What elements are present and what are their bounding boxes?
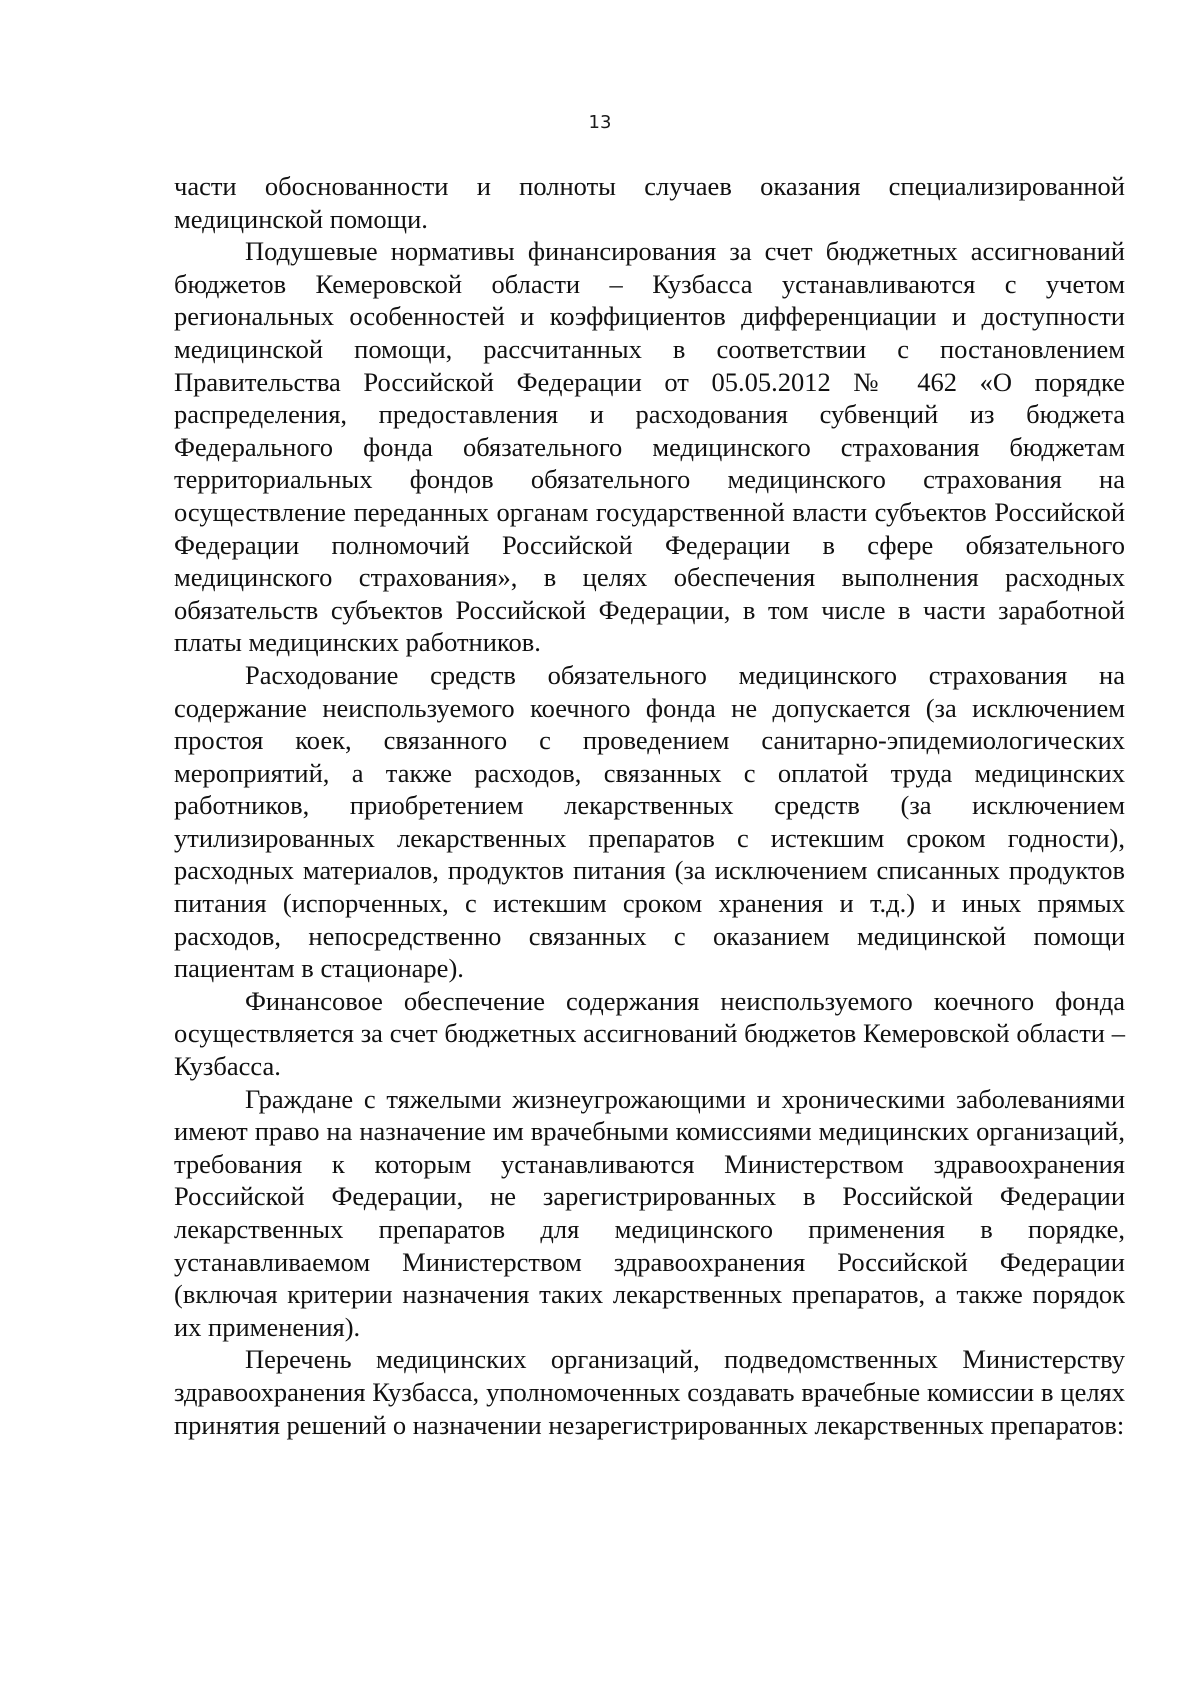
page-number: 13 <box>588 112 612 133</box>
paragraph-unregistered-drugs-right: Граждане с тяжелыми жизнеугрожающими и хроническими заболеваниями имеют право на назначение им врачебными комиссиями медицинских организаций, требования к которым устанавливаются Министерством здравоохранения Российской Федерации, не зарегистрированных в Российской Федерации лекарственных препаратов для медицинского применения в порядке, устанавливаемом Министерством здравоохранения Российской Федерации (включая критерии назначения таких лекарственных препаратов, а также порядок их применения). <box>174 1083 1125 1342</box>
paragraph-organizations-list-intro: Перечень медицинских организаций, подведомственных Министерству здравоохранения Кузбасса, уполномоченных создавать врачебные комиссии в целях принятия решений о назначении незарегистрированных лекарственных препаратов: <box>174 1344 1125 1440</box>
paragraph-per-capita-standards: Подушевые нормативы финансирования за счет бюджетных ассигнований бюджетов Кемеровской области – Кузбасса устанавливаются с учетом региональных особенностей и коэффициентов дифференциации и доступности медицинской помощи, рассчитанных в соответствии с постановлением Правительства Российской Федерации от 05.05.2012 № 462 «О порядке распределения, предоставления и расходования субвенций из бюджета Федерального фонда обязательного медицинского страхования бюджетам территориальных фондов обязательного медицинского страхования на осуществление переданных органам государственной власти субъектов Российской Федерации полномочий Российской Федерации в сфере обязательного медицинского страхования», в целях обеспечения выполнения расходных обязательств субъектов Российской Федерации, в том числе в части заработной платы медицинских работников. <box>174 236 1125 658</box>
paragraph-bed-fund-financing: Финансовое обеспечение содержания неиспользуемого коечного фонда осуществляется за счет бюджетных ассигнований бюджетов Кемеровской области – Кузбасса. <box>174 985 1125 1082</box>
paragraph-continuation: части обоснованности и полноты случаев оказания специализированной медицинской помощи. <box>174 171 1125 234</box>
document-body <box>174 170 1125 1441</box>
paragraph-bed-fund-expenses: Расходование средств обязательного медицинского страхования на содержание неиспользуемого коечного фонда не допускается (за исключением простоя коек, связанного с проведением санитарно-эпидемиологических мероприятий, а также расходов, связанных с оплатой труда медицинских работников, приобретением лекарственных средств (за исключением утилизированных лекарственных препаратов с истекшим сроком годности), расходных материалов, продуктов питания (за исключением списанных продуктов питания (испорченных, с истекшим сроком хранения и т.д.) и иных прямых расходов, непосредственно связанных с оказанием медицинской помощи пациентам в стационаре). <box>174 659 1125 984</box>
